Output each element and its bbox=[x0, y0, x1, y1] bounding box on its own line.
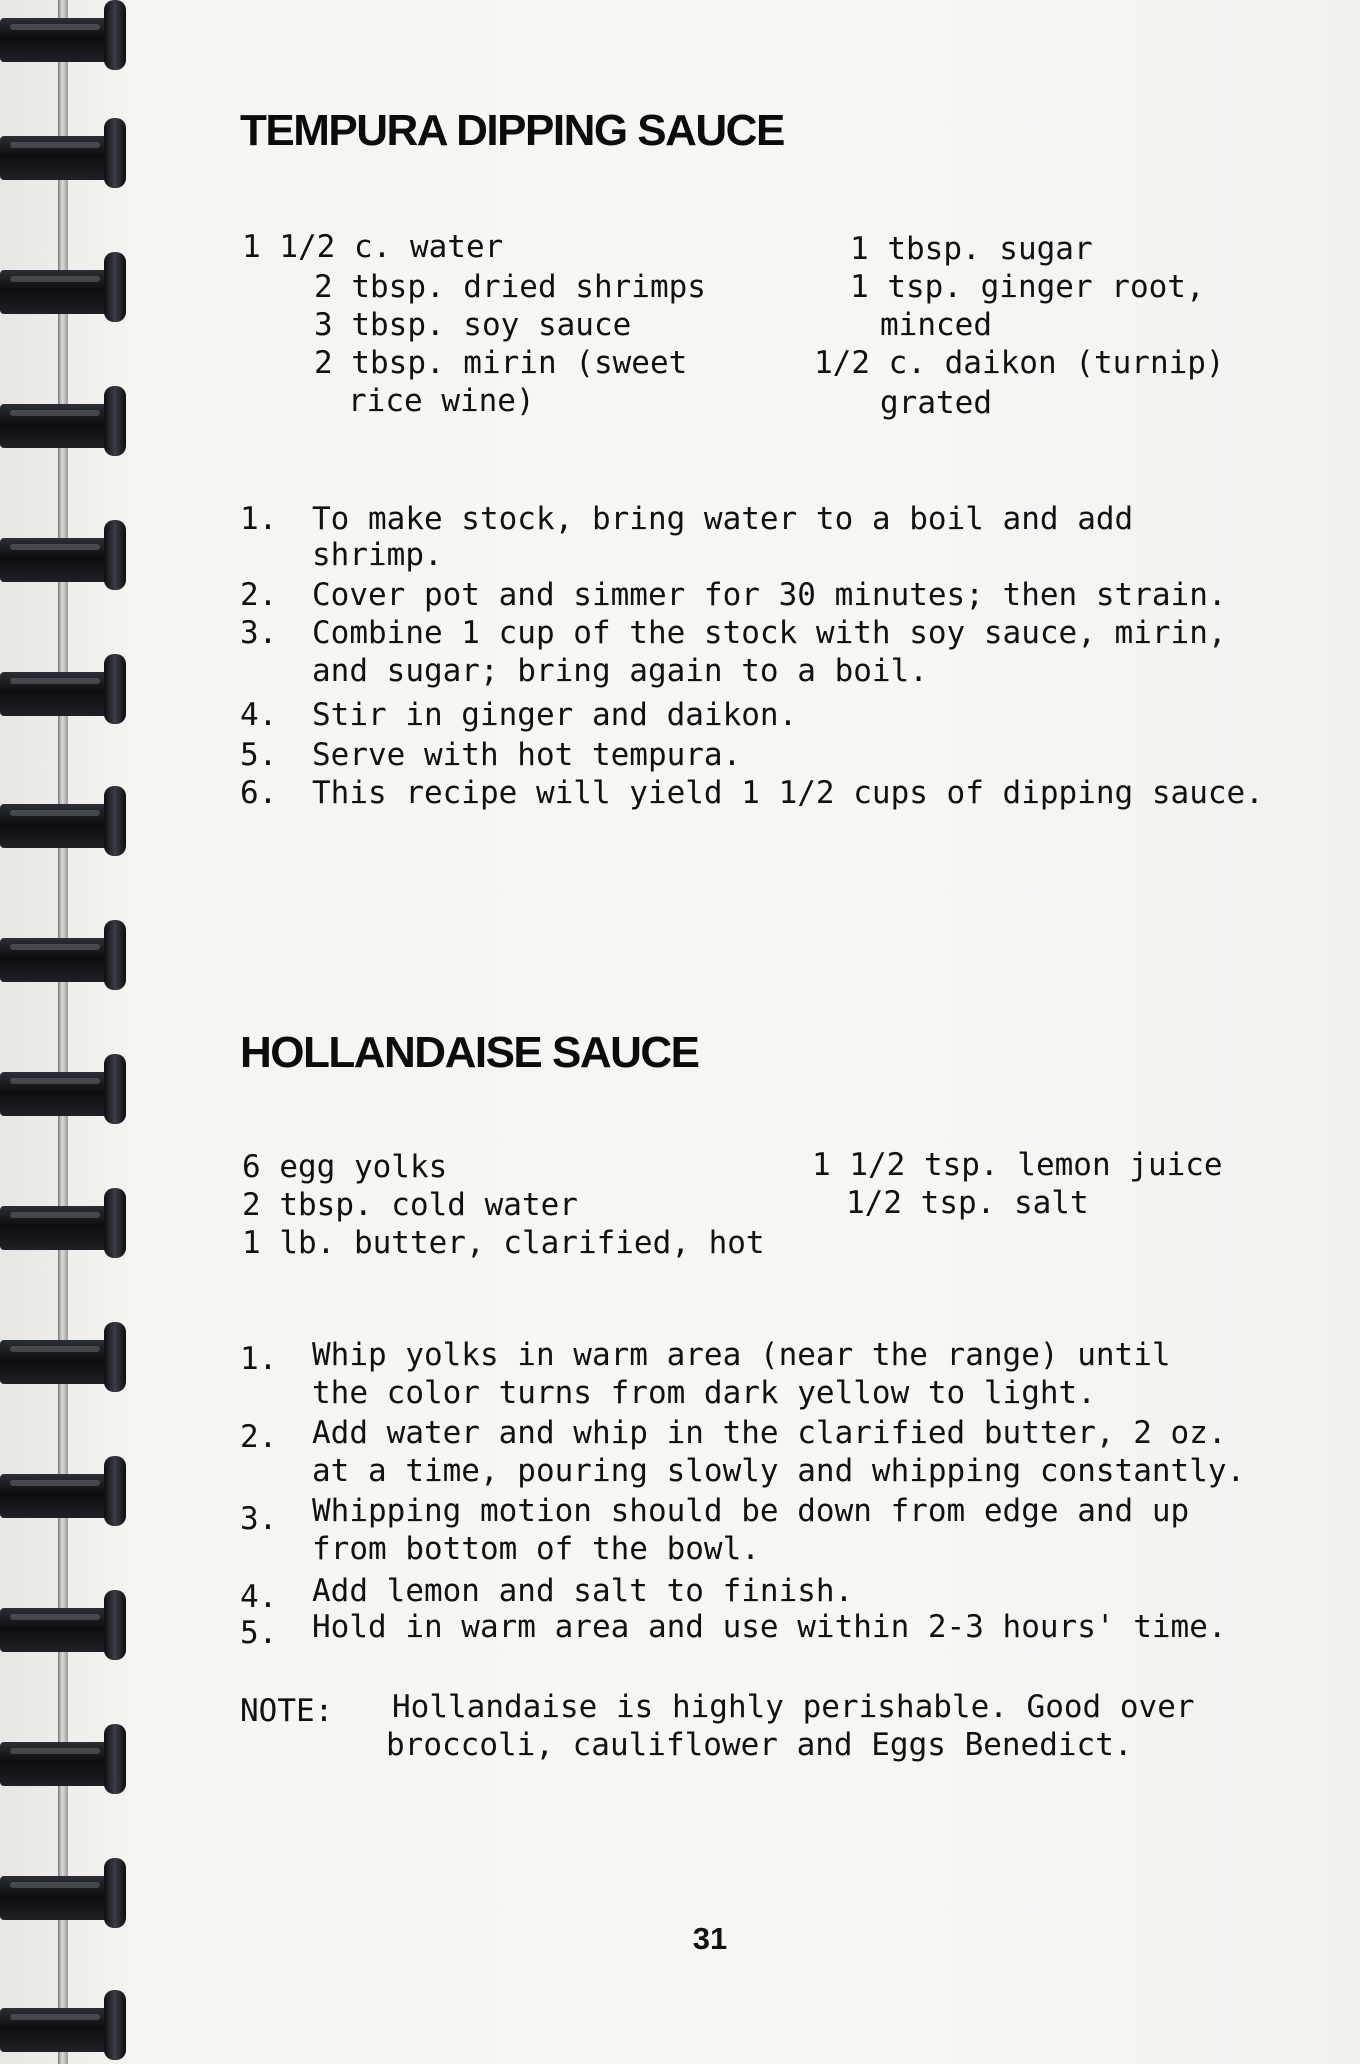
ingredient-line: 1 1/2 c. water bbox=[242, 229, 504, 265]
step-item bbox=[240, 1336, 1220, 1412]
step-number: 6. bbox=[240, 775, 278, 811]
step-text: Hold in warm area and use within 2-3 hours' time. bbox=[312, 1609, 1227, 1645]
ingredient-line: minced bbox=[880, 307, 992, 343]
step-item bbox=[240, 1572, 1220, 1615]
note-label: NOTE: bbox=[240, 1693, 334, 1729]
step-text: at a time, pouring slowly and whipping constantly. bbox=[312, 1453, 1246, 1489]
step-text: shrimp. bbox=[312, 537, 443, 573]
note-text: broccoli, cauliflower and Eggs Benedict. bbox=[386, 1727, 1133, 1763]
ingredient-line: 1 tbsp. sugar bbox=[850, 231, 1093, 267]
ingredient-line: 1/2 tsp. salt bbox=[846, 1185, 1089, 1221]
step-number: 4. bbox=[240, 697, 278, 733]
step-number: 3. bbox=[240, 615, 278, 651]
step-item bbox=[240, 576, 1227, 614]
step-number: 5. bbox=[240, 737, 278, 773]
step-item bbox=[240, 1608, 1227, 1651]
step-number: 5. bbox=[240, 1615, 278, 1651]
ingredient-line: 3 tbsp. soy sauce bbox=[314, 307, 632, 343]
step-item bbox=[240, 500, 1220, 576]
step-text: the color turns from dark yellow to light. bbox=[312, 1375, 1096, 1411]
hollandaise-title: HOLLANDAISE SAUCE bbox=[240, 1028, 699, 1077]
step-item bbox=[240, 774, 1264, 812]
ingredient-line: 2 tbsp. dried shrimps bbox=[314, 269, 706, 305]
step-number: 2. bbox=[240, 577, 278, 613]
step-number: 4. bbox=[240, 1579, 278, 1615]
step-text: from bottom of the bowl. bbox=[312, 1531, 760, 1567]
step-text: Cover pot and simmer for 30 minutes; then strain. bbox=[312, 577, 1227, 613]
step-item bbox=[240, 696, 1220, 734]
step-text: Serve with hot tempura. bbox=[312, 737, 742, 773]
ingredient-line: grated bbox=[880, 385, 992, 421]
step-text: Whipping motion should be down from edge and up bbox=[312, 1493, 1190, 1529]
step-item bbox=[240, 1414, 1246, 1490]
ingredient-line: 6 egg yolks bbox=[242, 1149, 448, 1185]
page-number: 31 bbox=[692, 1921, 728, 1956]
step-text: Add water and whip in the clarified butter, 2 oz. bbox=[312, 1415, 1227, 1451]
tempura-title: TEMPURA DIPPING SAUCE bbox=[240, 106, 784, 155]
step-number: 1. bbox=[240, 501, 278, 537]
step-item bbox=[240, 1492, 1220, 1568]
ingredient-line: 1/2 c. daikon (turnip) bbox=[814, 345, 1225, 381]
step-text: Add lemon and salt to finish. bbox=[312, 1573, 854, 1609]
step-text: and sugar; bring again to a boil. bbox=[312, 653, 928, 689]
step-item bbox=[240, 736, 1220, 774]
note-text: Hollandaise is highly perishable. Good over bbox=[392, 1689, 1195, 1725]
step-number: 3. bbox=[240, 1501, 278, 1537]
ingredient-line: rice wine) bbox=[348, 383, 535, 419]
step-number: 2. bbox=[240, 1419, 278, 1455]
step-text: Stir in ginger and daikon. bbox=[312, 697, 798, 733]
step-text: To make stock, bring water to a boil and add bbox=[312, 501, 1134, 537]
step-text: Whip yolks in warm area (near the range) until bbox=[312, 1337, 1171, 1373]
ingredient-line: 2 tbsp. cold water bbox=[242, 1187, 578, 1223]
step-text: This recipe will yield 1 1/2 cups of dipping sauce. bbox=[312, 775, 1264, 811]
ingredient-line: 2 tbsp. mirin (sweet bbox=[314, 345, 688, 381]
ingredient-line: 1 tsp. ginger root, bbox=[850, 269, 1205, 305]
ingredient-line: 1 1/2 tsp. lemon juice bbox=[812, 1147, 1223, 1183]
step-number: 1. bbox=[240, 1341, 278, 1377]
step-item bbox=[240, 614, 1227, 690]
ingredient-line: 1 lb. butter, clarified, hot bbox=[242, 1225, 765, 1261]
step-text: Combine 1 cup of the stock with soy sauce, mirin, bbox=[312, 615, 1227, 651]
